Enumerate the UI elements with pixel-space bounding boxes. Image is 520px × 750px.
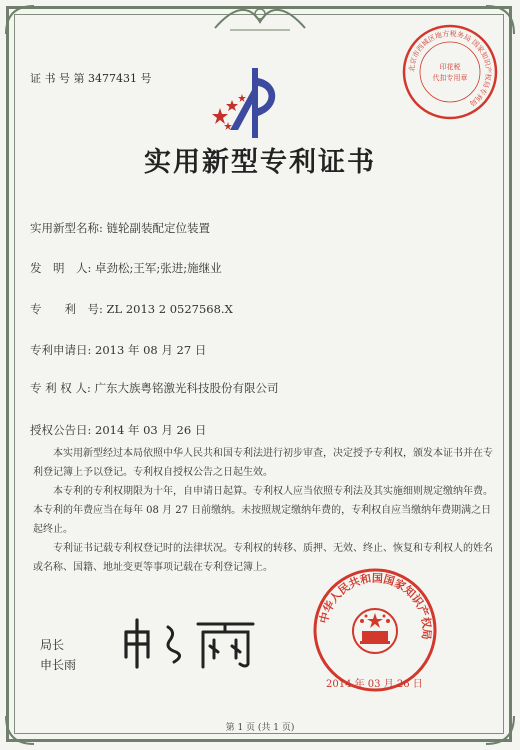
tax-seal-ring-text: 北京市西城区地方税务局 国家知识产权局专利局 <box>407 29 493 108</box>
field-grant-date <box>30 422 206 438</box>
field-value: ZL 2013 2 0527568.X <box>106 302 233 316</box>
body-paragraph: 本实用新型经过本局依照中华人民共和国专利法进行初步审查，决定授予专利权，颁发本证书并在专利登记簿上予以登记。专利权自授权公告之日起生效。 <box>33 448 493 478</box>
field-value: 卓劲松;王军;张进;施继业 <box>95 261 222 275</box>
seal-date: 2014 年 03 月 26 日 <box>326 679 423 690</box>
certificate-number <box>30 70 152 86</box>
tax-seal-line1: 印花税 <box>439 63 461 71</box>
top-ornament <box>210 0 310 34</box>
field-patent-number <box>30 301 233 317</box>
director-title: 局长 <box>40 638 65 652</box>
field-inventors <box>30 260 222 276</box>
page-footer: 第 1 页 (共 1 页) <box>225 723 295 733</box>
field-label: 专 利 号: <box>30 302 103 316</box>
field-value: 链轮副装配定位装置 <box>106 221 211 235</box>
body-paragraph: 专利证书记载专利权登记时的法律状况。专利权的转移、质押、无效、终止、恢复和专利权人的姓名或名称、国籍、地址变更等事项记载在专利登记簿上。 <box>33 543 493 573</box>
director-name: 申长雨 <box>40 658 77 672</box>
field-label: 专 利 权 人: <box>30 381 91 395</box>
certificate-number-label: 证 书 号 第 <box>30 72 85 85</box>
national-emblem-icon <box>353 609 397 653</box>
certificate-body <box>33 444 493 577</box>
tax-seal-line2: 代扣专用章 <box>432 74 468 82</box>
patent-office-logo <box>200 60 290 150</box>
certificate-number-value: 3477431 <box>88 72 137 85</box>
corner-ornament <box>4 4 40 40</box>
field-label: 授权公告日: <box>30 423 92 437</box>
office-seal-ring-text: 中华人民共和国国家知识产权局 <box>317 571 434 641</box>
director-signature <box>118 612 268 672</box>
field-value: 广东大族粤铭激光科技股份有限公司 <box>94 381 279 395</box>
body-paragraph: 本专利的专利权期限为十年，自申请日起算。专利权人应当依照专利法及其实施细则规定缴纳年费。本专利的年费应当在每年 08 月 27 日前缴纳。未按照规定缴纳年费的，专利权自应当缴纳年费期满之日起终止。 <box>33 486 493 535</box>
field-application-date <box>30 342 206 358</box>
field-patentee <box>30 380 279 396</box>
field-label: 专利申请日: <box>30 343 92 357</box>
tax-seal <box>400 22 500 122</box>
field-value: 2014 年 03 月 26 日 <box>95 423 207 437</box>
field-value: 2013 年 08 月 27 日 <box>95 343 207 357</box>
certificate-title: 实用新型专利证书 <box>144 147 376 178</box>
certificate-number-suffix: 号 <box>140 72 152 85</box>
field-label: 发 明 人: <box>30 261 92 275</box>
field-utility-model-name <box>30 220 210 236</box>
field-label: 实用新型名称: <box>30 221 103 235</box>
